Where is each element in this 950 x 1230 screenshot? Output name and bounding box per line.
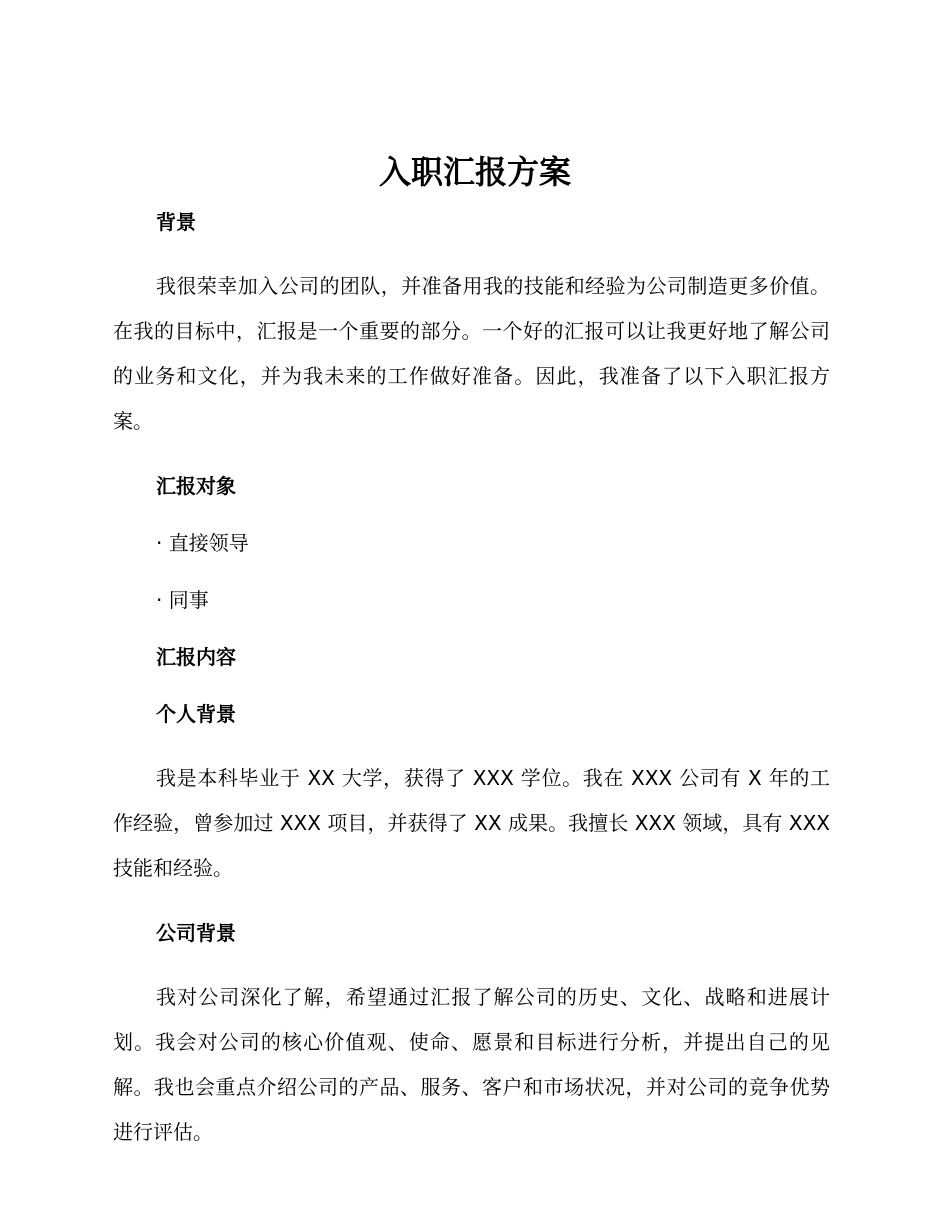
list-item-direct-leader: · 直接领导 (156, 531, 249, 555)
section-heading-audience: 汇报对象 (156, 474, 236, 498)
list-item-colleague: · 同事 (156, 588, 209, 612)
document-title: 入职汇报方案 (378, 153, 571, 191)
paragraph-personal: 我是本科毕业于 XX 大学，获得了 XXX 学位。我在 XXX 公司有 X 年的工作经验，曾参加过 XXX 项目，并获得了 XX 成果。我擅长 XXX 领域，具有 XXX 技能和经验。 (113, 766, 830, 880)
section-heading-background: 背景 (156, 210, 196, 234)
paragraph-company: 我对公司深化了解，希望通过汇报了解公司的历史、文化、战略和进展计划。我会对公司的核心价值观、使命、愿景和目标进行分析，并提出自己的见解。我也会重点介绍公司的产品、服务、客户和市场状况，并对公司的竞争优势进行评估。 (113, 985, 830, 1144)
paragraph-background: 我很荣幸加入公司的团队，并准备用我的技能和经验为公司制造更多价值。在我的目标中，汇报是一个重要的部分。一个好的汇报可以让我更好地了解公司的业务和文化，并为我未来的工作做好准备。因此，我准备了以下入职汇报方案。 (113, 274, 830, 433)
section-heading-content: 汇报内容 (156, 645, 236, 669)
section-heading-company: 公司背景 (156, 921, 236, 945)
document-body (113, 205, 830, 1155)
section-heading-personal: 个人背景 (156, 702, 236, 726)
